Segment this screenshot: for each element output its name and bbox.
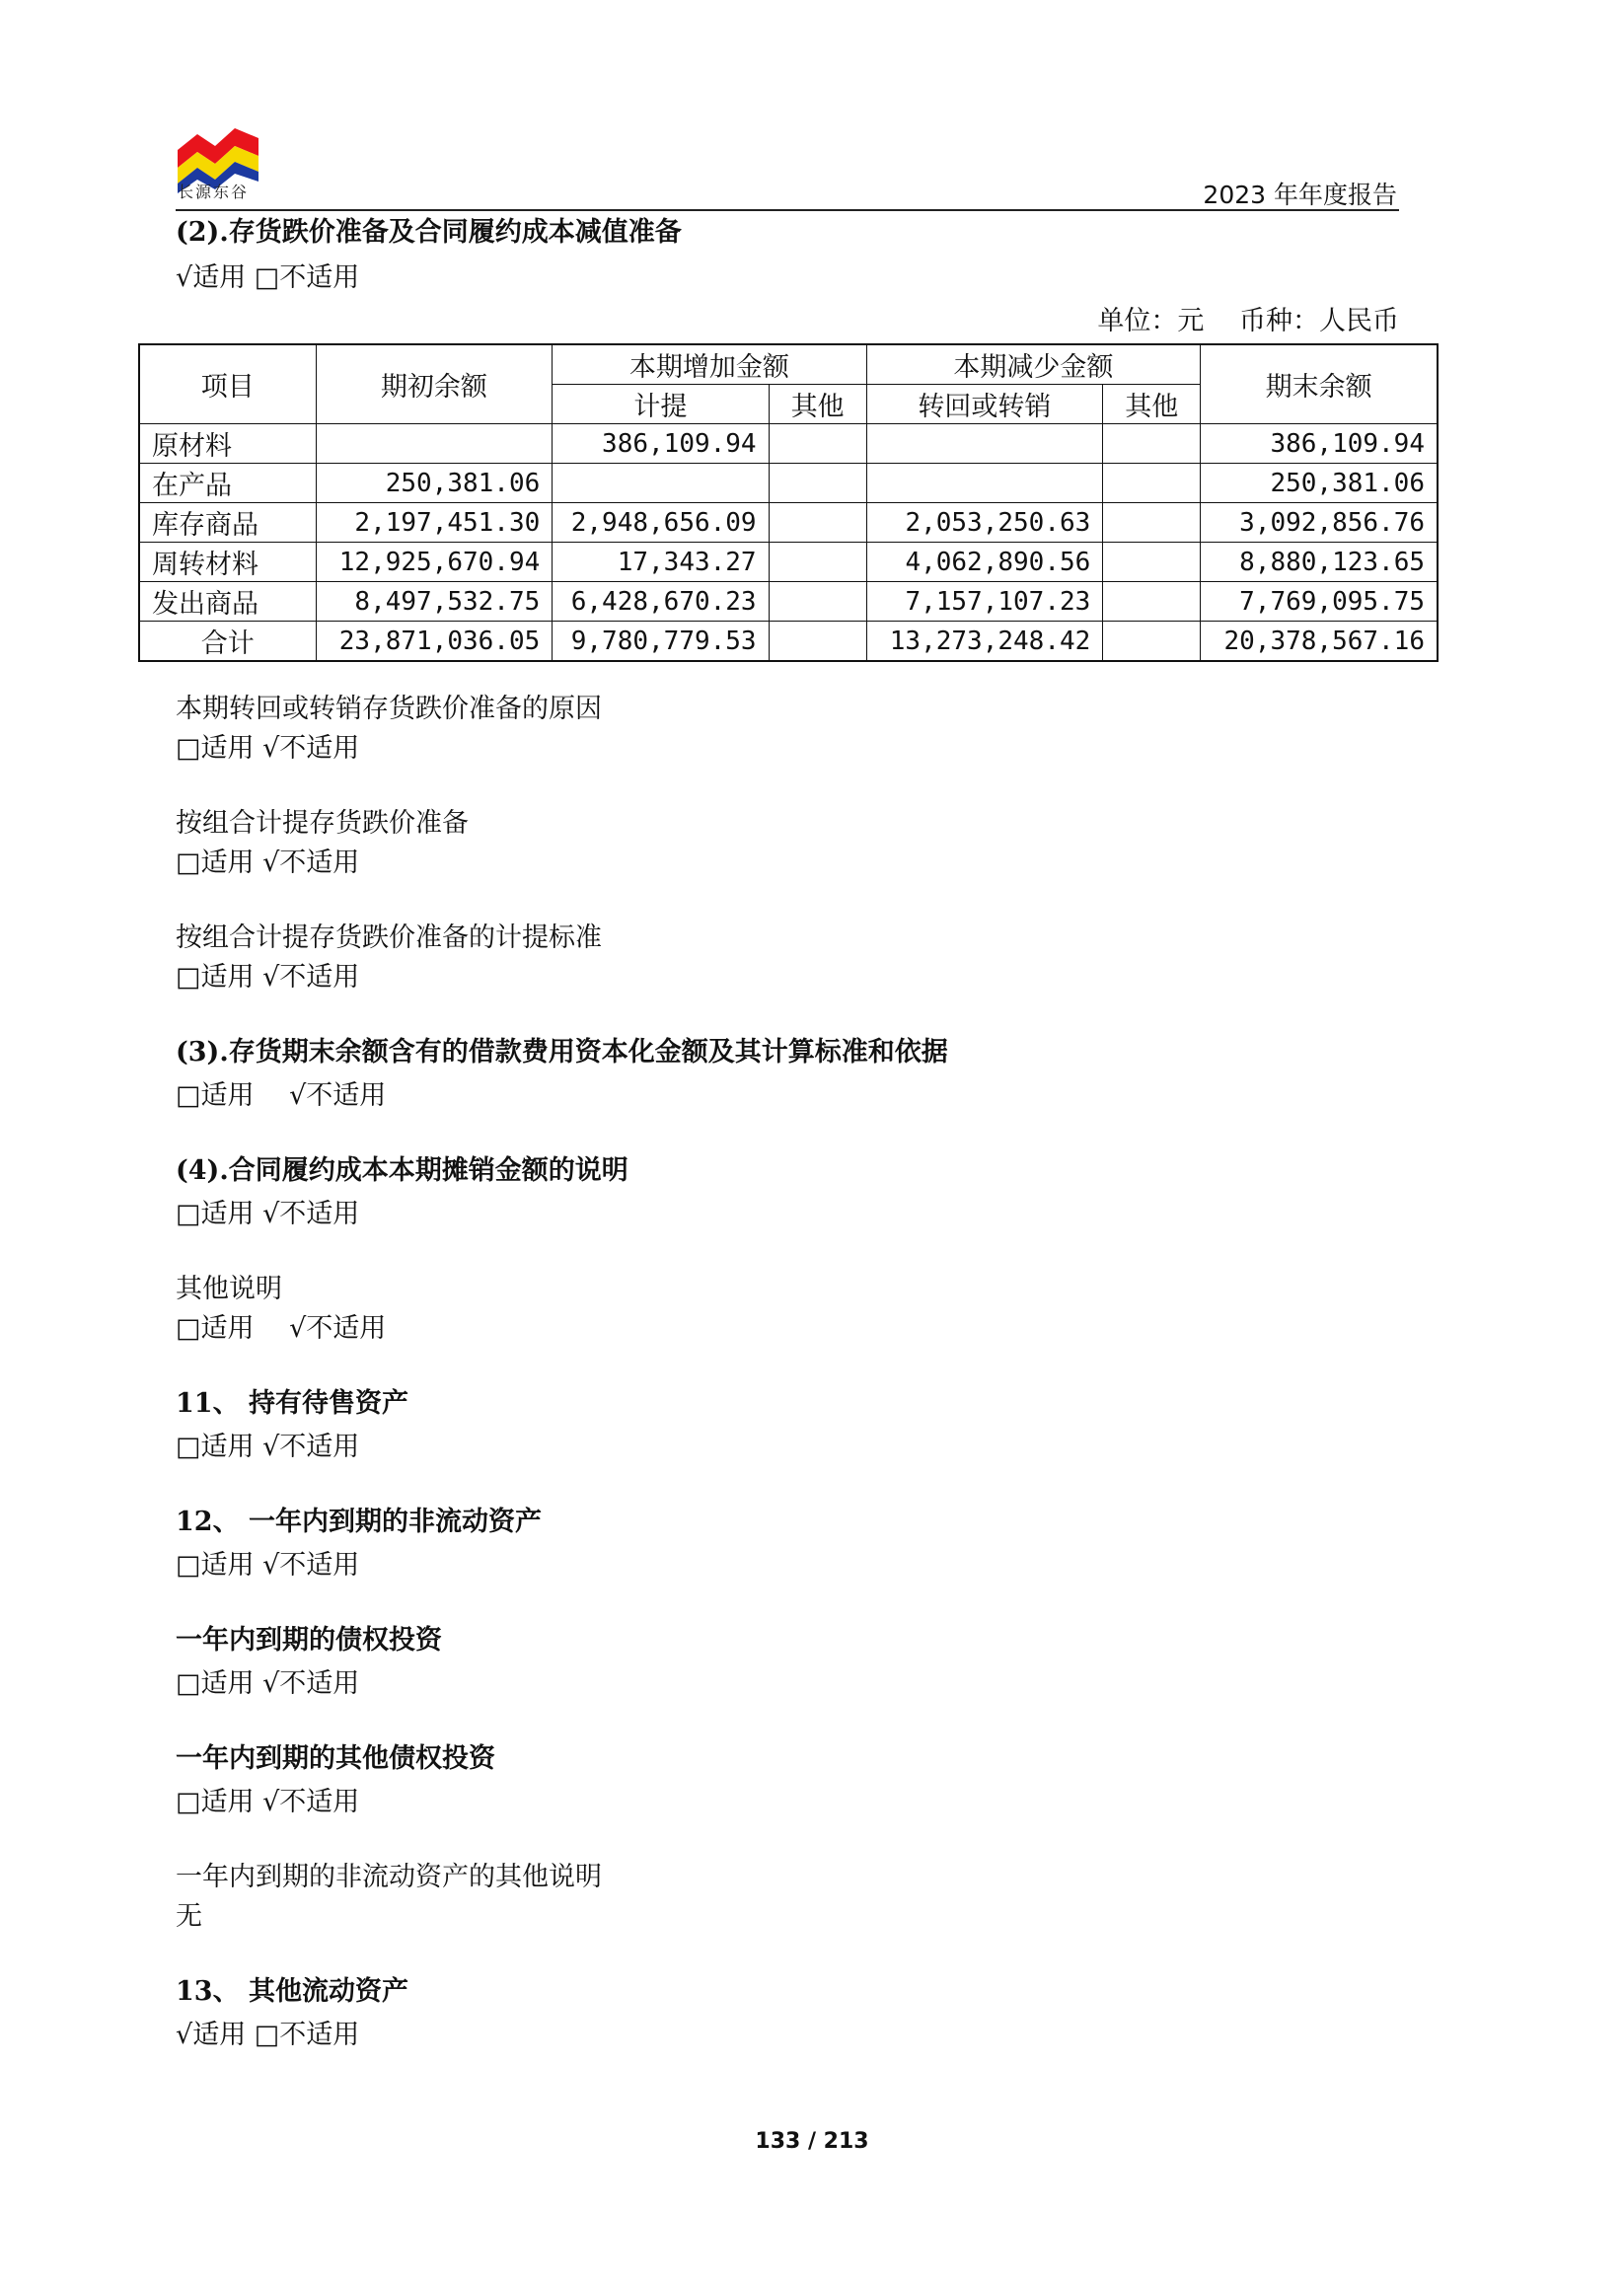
table-row <box>139 582 1438 622</box>
cell-other1 <box>769 582 866 622</box>
cell-other2 <box>1103 424 1201 464</box>
reason-title: 本期转回或转销存货跌价准备的原因 <box>176 694 602 724</box>
cell-closing: 7,769,095.75 <box>1201 582 1438 622</box>
cell-reversal: 2,053,250.63 <box>866 503 1103 543</box>
cell-opening <box>316 424 553 464</box>
other-notes-title: 其他说明 <box>176 1274 282 1304</box>
cell-reversal: 13,273,248.42 <box>866 622 1103 662</box>
cell-closing: 250,381.06 <box>1201 464 1438 503</box>
cell-other1 <box>769 464 866 503</box>
group-standard-applicability: □适用 √不适用 <box>176 962 360 993</box>
table-row <box>139 503 1438 543</box>
cell-opening: 250,381.06 <box>316 464 553 503</box>
header-reversal: 转回或转销 <box>866 385 1103 424</box>
group-standard-title: 按组合计提存货跌价准备的计提标准 <box>176 922 602 953</box>
header-increase: 本期增加金额 <box>553 344 866 385</box>
cell-opening: 23,871,036.05 <box>316 622 553 662</box>
cell-provision: 386,109.94 <box>553 424 769 464</box>
header-decrease: 本期减少金额 <box>866 344 1201 385</box>
cell-provision: 2,948,656.09 <box>553 503 769 543</box>
main-content <box>152 213 1439 2055</box>
reason-applicability: □适用 √不适用 <box>176 733 360 764</box>
cell-item: 在产品 <box>139 464 316 503</box>
noncurrent-notes-title: 一年内到期的非流动资产的其他说明 <box>176 1862 602 1892</box>
cell-opening: 2,197,451.30 <box>316 503 553 543</box>
table-row <box>139 543 1438 582</box>
cell-other2 <box>1103 582 1201 622</box>
section11-applicability: □适用 √不适用 <box>176 1432 360 1462</box>
section13-title: 13、 其他流动资产 <box>176 1976 408 2007</box>
header-closing: 期末余额 <box>1201 344 1438 424</box>
table-row <box>139 622 1438 662</box>
cell-closing: 386,109.94 <box>1201 424 1438 464</box>
cell-item: 合计 <box>139 622 316 662</box>
group-title: 按组合计提存货跌价准备 <box>176 808 469 839</box>
section4-title: (4).合同履约成本本期摊销金额的说明 <box>176 1155 628 1186</box>
cell-reversal: 4,062,890.56 <box>866 543 1103 582</box>
section2-applicability: √适用 □不适用 <box>176 262 360 293</box>
cell-item: 发出商品 <box>139 582 316 622</box>
cell-closing: 3,092,856.76 <box>1201 503 1438 543</box>
other-debt-investment-applicability: □适用 √不适用 <box>176 1787 360 1817</box>
unit-currency: 单位：元 币种：人民币 <box>1097 306 1399 336</box>
cell-other1 <box>769 503 866 543</box>
cell-other2 <box>1103 464 1201 503</box>
table-body <box>139 424 1438 662</box>
table-row <box>139 464 1438 503</box>
other-debt-investment-title: 一年内到期的其他债权投资 <box>176 1743 495 1774</box>
cell-closing: 8,880,123.65 <box>1201 543 1438 582</box>
cell-reversal <box>866 424 1103 464</box>
inventory-impairment-table <box>138 343 1439 662</box>
cell-item: 库存商品 <box>139 503 316 543</box>
cell-item: 原材料 <box>139 424 316 464</box>
section12-applicability: □适用 √不适用 <box>176 1550 360 1581</box>
report-title: 2023 年年度报告 <box>1203 181 1397 209</box>
other-notes-applicability: □适用 √不适用 <box>176 1313 387 1344</box>
header-item: 项目 <box>139 344 316 424</box>
debt-investment-applicability: □适用 √不适用 <box>176 1668 360 1699</box>
section3-applicability: □适用 √不适用 <box>176 1080 387 1111</box>
cell-other1 <box>769 543 866 582</box>
cell-reversal: 7,157,107.23 <box>866 582 1103 622</box>
cell-opening: 12,925,670.94 <box>316 543 553 582</box>
cell-reversal <box>866 464 1103 503</box>
cell-provision <box>553 464 769 503</box>
page-number: 133 / 213 <box>755 2129 869 2154</box>
section2-title: (2).存货跌价准备及合同履约成本减值准备 <box>176 217 682 248</box>
table-row <box>139 424 1438 464</box>
cell-closing: 20,378,567.16 <box>1201 622 1438 662</box>
group-applicability: □适用 √不适用 <box>176 848 360 878</box>
section3-title: (3).存货期末余额含有的借款费用资本化金额及其计算标准和依据 <box>176 1037 948 1068</box>
cell-other2 <box>1103 543 1201 582</box>
cell-other2 <box>1103 622 1201 662</box>
cell-other1 <box>769 622 866 662</box>
cell-other1 <box>769 424 866 464</box>
cell-provision: 17,343.27 <box>553 543 769 582</box>
logo-text: 长源东谷 <box>178 183 250 201</box>
cell-item: 周转材料 <box>139 543 316 582</box>
section11-title: 11、 持有待售资产 <box>176 1388 408 1419</box>
debt-investment-title: 一年内到期的债权投资 <box>176 1625 442 1656</box>
section12-title: 12、 一年内到期的非流动资产 <box>176 1507 542 1537</box>
header-opening: 期初余额 <box>316 344 553 424</box>
cell-provision: 6,428,670.23 <box>553 582 769 622</box>
header-other-increase: 其他 <box>769 385 866 424</box>
header-divider <box>176 209 1399 211</box>
section13-applicability: √适用 □不适用 <box>176 2020 360 2050</box>
header-provision: 计提 <box>553 385 769 424</box>
cell-other2 <box>1103 503 1201 543</box>
cell-opening: 8,497,532.75 <box>316 582 553 622</box>
noncurrent-notes-value: 无 <box>176 1901 202 1932</box>
header-other-decrease: 其他 <box>1103 385 1201 424</box>
cell-provision: 9,780,779.53 <box>553 622 769 662</box>
section4-applicability: □适用 √不适用 <box>176 1199 360 1229</box>
